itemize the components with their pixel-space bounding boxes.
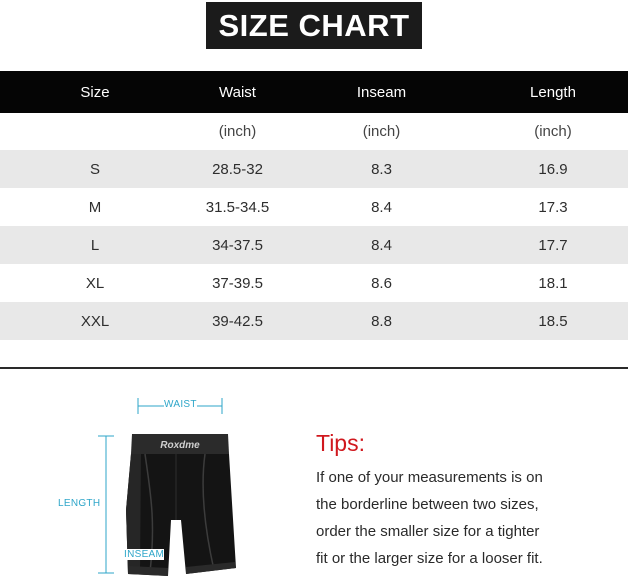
length-dimension-line: [98, 436, 114, 573]
size-cell: M: [88, 198, 102, 216]
shorts-measurement-diagram: [0, 370, 300, 580]
waist-cell: 31.5-34.5: [205, 198, 270, 216]
length-cell: 18.5: [538, 312, 568, 330]
tips-line: If one of your measurements is on: [316, 469, 543, 486]
inseam-cell: 8.6: [371, 274, 392, 292]
header-size: Size: [80, 83, 110, 101]
table-units-row: [0, 113, 628, 150]
table-header-row: [0, 71, 628, 113]
inseam-cell: 8.4: [371, 236, 392, 254]
tips-line: the borderline between two sizes,: [316, 496, 539, 513]
waist-cell: 37-39.5: [212, 274, 263, 292]
length-cell: 17.3: [538, 198, 568, 216]
tips-line: fit or the larger size for a looser fit.: [316, 550, 543, 567]
tips-title: Tips:: [316, 430, 365, 456]
waist-cell: 28.5-32: [212, 160, 263, 178]
waist-cell: 39-42.5: [212, 312, 263, 330]
unit-inseam: (inch): [362, 123, 401, 140]
inseam-cell: 8.8: [371, 312, 392, 330]
unit-length: (inch): [534, 123, 572, 140]
inseam-cell: 8.3: [371, 160, 392, 178]
table-row: [0, 226, 628, 264]
table-row: [0, 264, 628, 302]
waist-cell: 34-37.5: [212, 236, 263, 254]
header-length: Length: [530, 83, 576, 101]
tips-text: [316, 464, 628, 572]
size-table: [0, 71, 628, 340]
size-cell: S: [89, 160, 100, 178]
table-row: [0, 302, 628, 340]
size-cell: XL: [85, 274, 105, 292]
brand-logo-text: Roxdme: [160, 440, 200, 451]
table-row: [0, 188, 628, 226]
header-waist: Waist: [219, 83, 256, 101]
unit-waist: (inch): [218, 123, 257, 140]
length-cell: 18.1: [538, 274, 568, 292]
size-cell: XXL: [80, 312, 110, 330]
length-cell: 17.7: [538, 236, 568, 254]
length-cell: 16.9: [538, 160, 568, 178]
tips-line: order the smaller size for a tighter: [316, 523, 540, 540]
inseam-label: INSEAM: [124, 549, 165, 560]
size-chart-title: SIZE CHART: [206, 2, 422, 49]
section-divider: [0, 367, 628, 369]
inseam-cell: 8.4: [371, 198, 392, 216]
waist-label: WAIST: [164, 399, 197, 410]
header-inseam: Inseam: [356, 83, 407, 101]
size-cell: L: [90, 236, 100, 254]
table-row: [0, 150, 628, 188]
length-label: LENGTH: [58, 498, 101, 509]
